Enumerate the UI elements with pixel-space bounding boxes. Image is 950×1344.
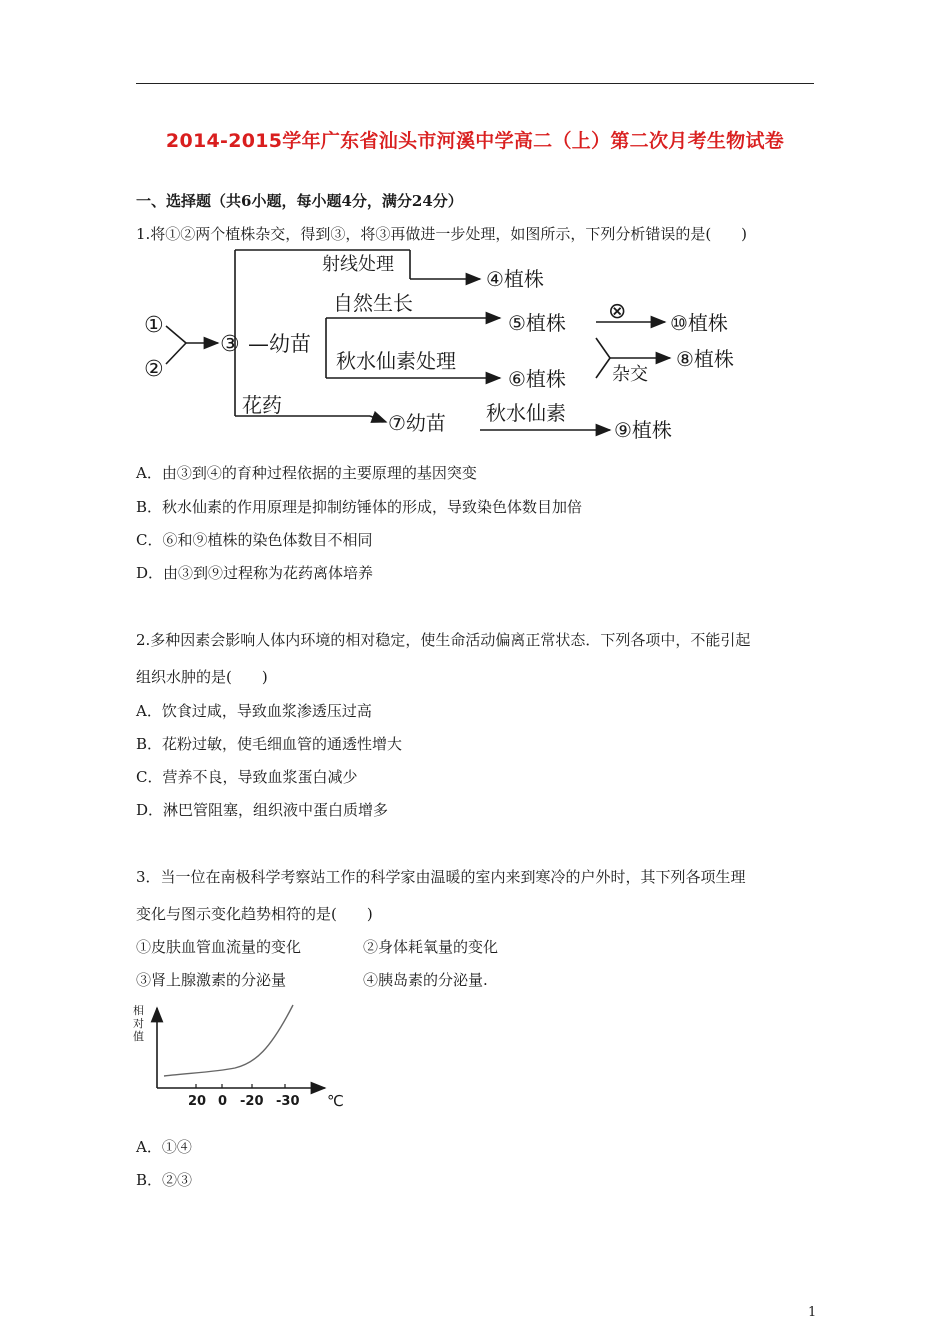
q1-option-c: C．⑥和⑨植株的染色体数目不相同 (136, 531, 373, 549)
plant-10-label: ⑩植株 (670, 311, 728, 335)
q2-option-c: C．营养不良，导致血浆蛋白减少 (136, 768, 358, 786)
question-3-stem-line1: 3．当一位在南极科学考察站工作的科学家由温暖的室内来到寒冷的户外时，其下列各项生理 (136, 868, 746, 886)
question-3-stem-line2: 变化与图示变化趋势相符的是( ) (136, 905, 373, 923)
question-2-stem-line1: 2.多种因素会影响人体内环境的相对稳定，使生命活动偏离正常状态．下列各项中，不能引起 (136, 631, 751, 649)
q3-item-2: ②身体耗氧量的变化 (363, 938, 499, 956)
q2-option-b: B．花粉过敏，使毛细血管的通透性增大 (136, 735, 403, 753)
plant-6-label: ⑥植株 (508, 367, 566, 391)
question-2-stem-line2: 组织水肿的是( ) (136, 668, 268, 686)
parent-1-label: ① (144, 313, 164, 338)
q3-option-a: A．①④ (136, 1138, 192, 1156)
q3-item-1: ①皮肤血管血流量的变化 (136, 938, 302, 956)
q3-item-4: ④胰岛素的分泌量. (363, 971, 488, 989)
cross-label: 杂交 (612, 364, 648, 385)
radiation-label: 射线处理 (322, 254, 394, 275)
hybrid-3-label: ③ (220, 332, 240, 357)
page-number: 1 (808, 1305, 817, 1320)
question-1-stem: 1.将①②两个植株杂交，得到③，将③再做进一步处理，如图所示，下列分析错误的是( ) (136, 225, 748, 243)
x-unit-label: ℃ (327, 1092, 344, 1110)
plant-9-label: ⑨植株 (614, 418, 672, 442)
q1-option-d: D．由③到⑨过程称为花药离体培养 (136, 564, 374, 582)
section-heading: 一、选择题（共6小题，每小题4分，满分24分） (136, 192, 463, 210)
plant-5-label: ⑤植株 (508, 311, 566, 335)
x-tick-label: -20 (240, 1094, 264, 1109)
colchicine-label: 秋水仙素 (486, 401, 566, 425)
selfing-symbol: ⊗ (608, 299, 627, 324)
q1-option-a: A．由③到④的育种过程依据的主要原理的基因突变 (136, 464, 477, 482)
q2-option-a: A．饮食过咸，导致血浆渗透压过高 (136, 702, 372, 720)
header-rule (136, 83, 814, 84)
x-tick-label: 0 (218, 1094, 228, 1109)
x-tick-label: 20 (188, 1094, 207, 1109)
plant-8-label: ⑧植株 (676, 347, 734, 371)
q3-item-3: ③肾上腺激素的分泌量 (136, 971, 287, 989)
trend-graph (130, 1000, 360, 1110)
q1-option-b: B．秋水仙素的作用原理是抑制纺锤体的形成，导致染色体数目加倍 (136, 498, 583, 516)
y-label-char-1: 相 (133, 1004, 144, 1017)
x-tick-label: -30 (276, 1094, 300, 1109)
seedling-7-label: ⑦幼苗 (388, 411, 446, 435)
colchicine-treatment-label: 秋水仙素处理 (336, 349, 456, 373)
parent-2-label: ② (144, 357, 164, 382)
breeding-diagram (130, 240, 770, 450)
trend-curve (164, 1005, 293, 1076)
y-label-char-3: 值 (133, 1030, 144, 1043)
q3-option-b: B．②③ (136, 1171, 193, 1189)
natural-growth-label: 自然生长 (333, 291, 413, 315)
anther-label: 花药 (242, 393, 282, 417)
seedling-label: —幼苗 (248, 332, 311, 356)
plant-4-label: ④植株 (486, 267, 544, 291)
q2-option-d: D．淋巴管阻塞，组织液中蛋白质增多 (136, 801, 389, 819)
y-label-char-2: 对 (133, 1017, 144, 1030)
page-title: 2014-2015学年广东省汕头市河溪中学高二（上）第二次月考生物试卷 (165, 130, 785, 152)
